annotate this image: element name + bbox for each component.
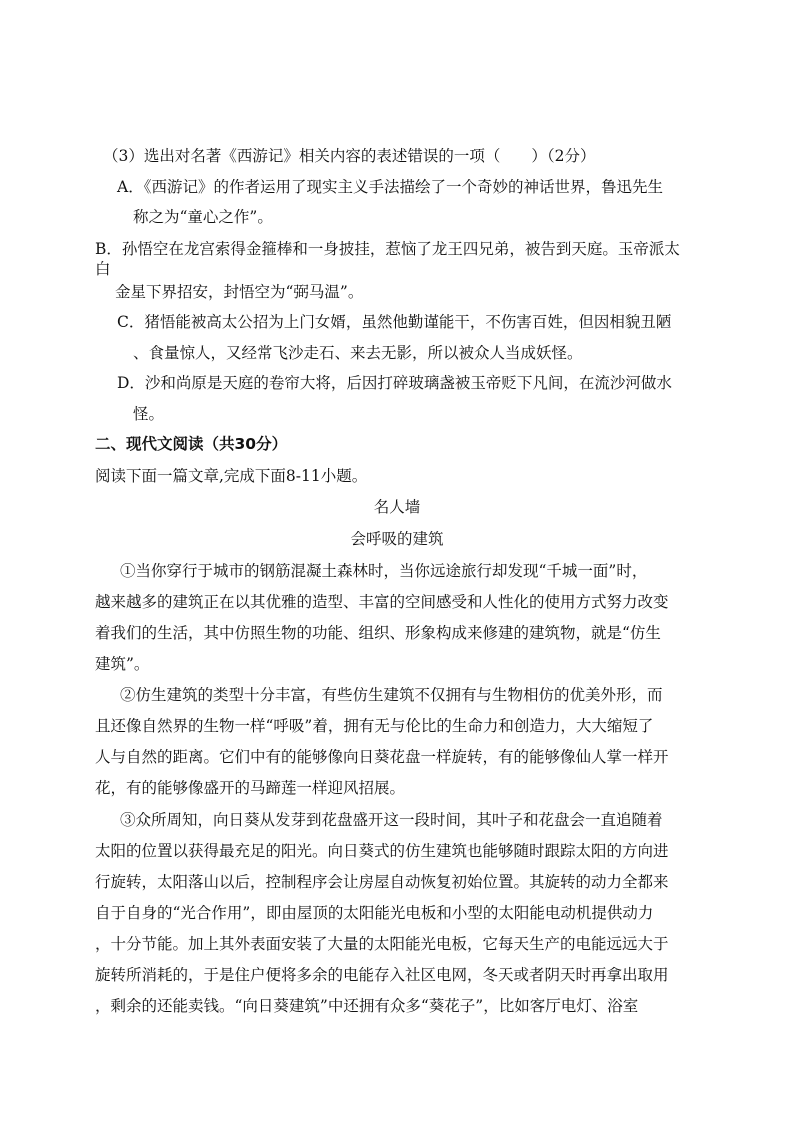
option-b-line-2: 白 <box>95 260 111 278</box>
section-instruction: 阅读下面一篇文章,完成下面8-11小题。 <box>95 467 368 485</box>
option-a-line-1: A．《西游记》的作者运用了现实主义手法描绘了一个奇妙的神话世界，鲁迅先生 <box>117 178 663 196</box>
article-line-8: 花，有的能够像盛开的马蹄莲一样迎风招展。 <box>95 779 406 797</box>
article-line-3: 着我们的生活，其中仿照生物的功能、组织、形象构成来修建的建筑物，就是“仿生 <box>95 624 661 642</box>
section-heading: 二、现代文阅读（共30分） <box>95 435 288 453</box>
article-line-2: 越来越多的建筑正在以其优雅的造型、丰富的空间感受和人性化的使用方式努力改变 <box>95 593 669 611</box>
article-title: 会呼吸的建筑 <box>350 530 444 548</box>
option-c-line-1: C．猪悟能被高太公招为上门女婿，虽然他勤谨能干，不伤害百姓，但因相貌丑陋 <box>117 313 672 331</box>
article-column: 名人墙 <box>373 498 421 516</box>
option-d-line-1: D．沙和尚原是天庭的卷帘大将，后因打碎玻璃盏被玉帝贬下凡间，在流沙河做水 <box>117 374 672 392</box>
article-line-15: ，剩余的还能卖钱。“向日葵建筑”中还拥有众多“葵花子”，比如客厅电灯、浴室 <box>95 997 639 1015</box>
article-line-1: ①当你穿行于城市的钢筋混凝土森林时，当你远途旅行却发现“千城一面”时， <box>120 562 648 580</box>
article-line-12: 自于自身的“光合作用”，即由屋顶的太阳能光电板和小型的太阳能电动机提供动力 <box>95 904 654 922</box>
article-line-7: 人与自然的距离。它们中有的能够像向日葵花盘一样旋转，有的能够像仙人掌一样开 <box>95 748 669 766</box>
option-b-line-3: 金星下界招安，封悟空为“弼马温”。 <box>115 283 364 301</box>
article-line-11: 行旋转，太阳落山以后，控制程序会让房屋自动恢复初始位置。其旋转的动力全都来 <box>95 873 669 891</box>
option-a-line-2: 称之为“童心之作”。 <box>133 208 273 226</box>
article-line-6: 且还像自然界的生物一样“呼吸”着，拥有无与伦比的生命力和创造力，大大缩短了 <box>95 717 654 735</box>
option-c-line-2: 、食量惊人，又经常飞沙走石、来去无影，所以被众人当成妖怪。 <box>133 344 583 362</box>
article-line-9: ③众所周知，向日葵从发芽到花盘盛开这一段时间，其叶子和花盘会一直追随着 <box>120 811 663 829</box>
option-b-line-1: B．孙悟空在龙宫索得金箍棒和一身披挂，惹恼了龙王四兄弟，被告到天庭。玉帝派太 <box>95 240 680 258</box>
article-line-10: 太阳的位置以获得最充足的阳光。向日葵式的仿生建筑也能够随时跟踪太阳的方向进 <box>95 842 669 860</box>
article-line-4: 建筑”。 <box>95 655 150 673</box>
article-line-13: ，十分节能。加上其外表面安装了大量的太阳能光电板，它每天生产的电能远远大于 <box>95 935 669 953</box>
article-line-14: 旋转所消耗的，于是住户便将多余的电能存入社区电网，冬天或者阴天时再拿出取用 <box>95 966 669 984</box>
question-stem: （3）选出对名著《西游记》相关内容的表述错误的一项（ ）（2分） <box>103 147 596 165</box>
option-d-line-2: 怪。 <box>133 405 165 423</box>
article-line-5: ②仿生建筑的类型十分丰富，有些仿生建筑不仅拥有与生物相仿的优美外形，而 <box>120 686 663 704</box>
